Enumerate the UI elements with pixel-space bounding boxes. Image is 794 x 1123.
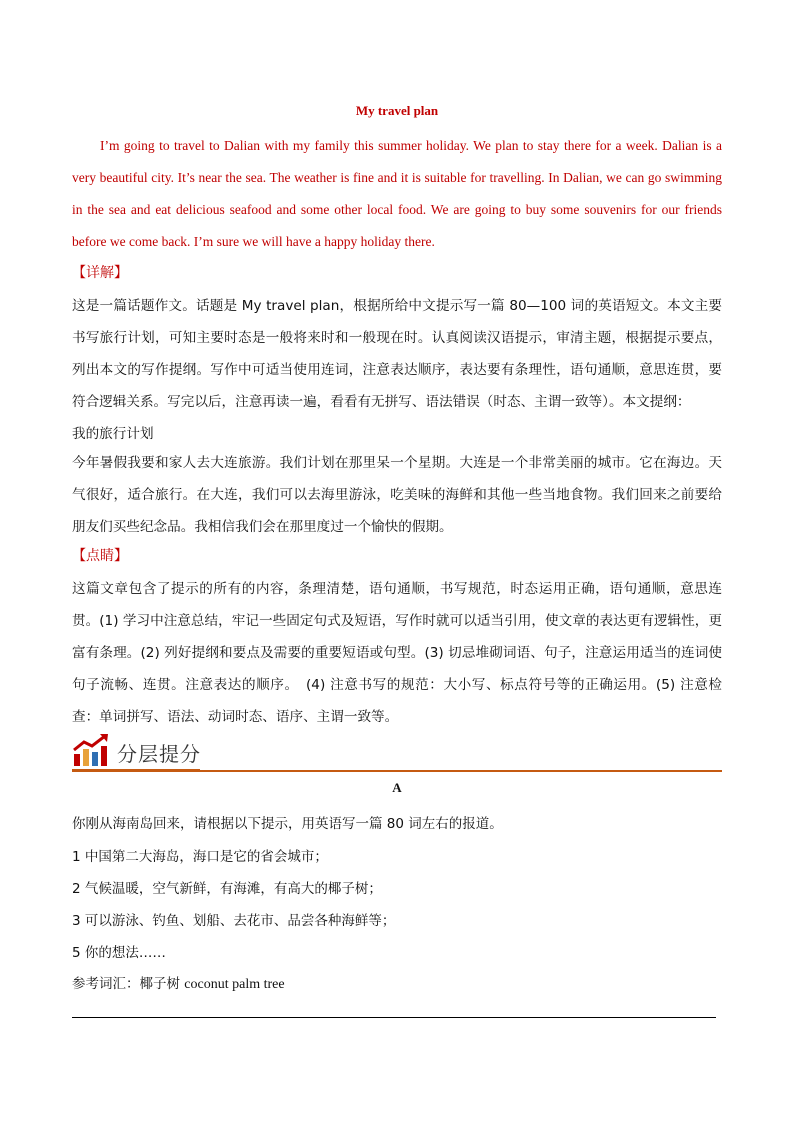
section-rule: [72, 770, 722, 772]
exercise-item: 1 中国第二大海岛，海口是它的省会城市；: [72, 849, 328, 865]
detail-heading: 【详解】: [72, 265, 128, 281]
vocab-label: 参考词汇：椰子树: [72, 976, 185, 992]
vocab-english: coconut palm tree: [184, 977, 285, 992]
outline-translation: 今年暑假我要和家人去大连旅游。我们计划在那里呆一个星期。大连是一个非常美丽的城市。它在海边。天气很好，适合旅行。在大连，我们可以去海里游泳，吃美味的海鲜和其他一些当地食物。我们回来之前要给朋友们买些纪念品。我相信我们会在那里度过一个愉快的假期。: [72, 455, 722, 535]
exercise-item: 3 可以游泳、钓鱼、划船、去花市、品尝各种海鲜等；: [72, 913, 396, 929]
comment-heading: 【点睛】: [72, 548, 128, 564]
detail-paragraph: 这是一篇话题作文。话题是 My travel plan，根据所给中文提示写一篇 80—100 词的英语短文。本文主要书写旅行计划，可知主要时态是一般将来时和一般现在时。认真阅读汉语提示，审清主题，根据提示要点，列出本文的写作提纲。写作中可适当使用连词，注意表达顺序，表达要有条理性，语句通顺，意思连贯，要符合逻辑关系。写完以后，注意再读一遍，看看有无拼写、语法错误（时态、主谓一致等）。本文提纲：: [72, 298, 722, 410]
chart-growth-icon: [72, 732, 112, 768]
exercise-label: A: [392, 780, 402, 795]
answer-line: [72, 1017, 716, 1018]
section-title: 分层提分: [117, 742, 201, 766]
comment-paragraph: 这篇文章包含了提示的所有的内容，条理清楚，语句通顺，书写规范，时态运用正确，语句通顺，意思连贯。(1) 学习中注意总结，牢记一些固定句式及短语，写作时就可以适当引用，使文章的表达更有逻辑性，更富有条理。(2) 列好提纲和要点及需要的重要短语或句型。(3) 切忌堆砌词语、句子，注意运用适当的连词使句子流畅、连贯。注意表达的顺序。 (4) 注意书写的规范：大小写、标点符号等的正确运用。(5) 注意检查：单词拼写、语法、动词时态、语序、主谓一致等。: [72, 581, 722, 725]
essay-body: I’m going to travel to Dalian with my family this summer holiday. We plan to stay there for a week. Dalian is a very beautiful city. It’s near the sea. The weather is fine and it is suitable for travelling. In Dalian, we can go swimming in the sea and eat delicious seafood and some other local food. We are going to buy some souvenirs for our friends before we come back. I’m sure we will have a happy holiday there.: [72, 138, 722, 249]
outline-title: 我的旅行计划: [72, 426, 154, 442]
exercise-item: 5 你的想法……: [72, 945, 166, 961]
section-header: [72, 732, 722, 772]
exercise-item: 2 气候温暖，空气新鲜，有海滩，有高大的椰子树；: [72, 881, 382, 897]
exercise-prompt: 你刚从海南岛回来，请根据以下提示，用英语写一篇 80 词左右的报道。: [72, 816, 503, 832]
vocab-hint: [72, 972, 285, 993]
essay-title: My travel plan: [355, 103, 439, 118]
